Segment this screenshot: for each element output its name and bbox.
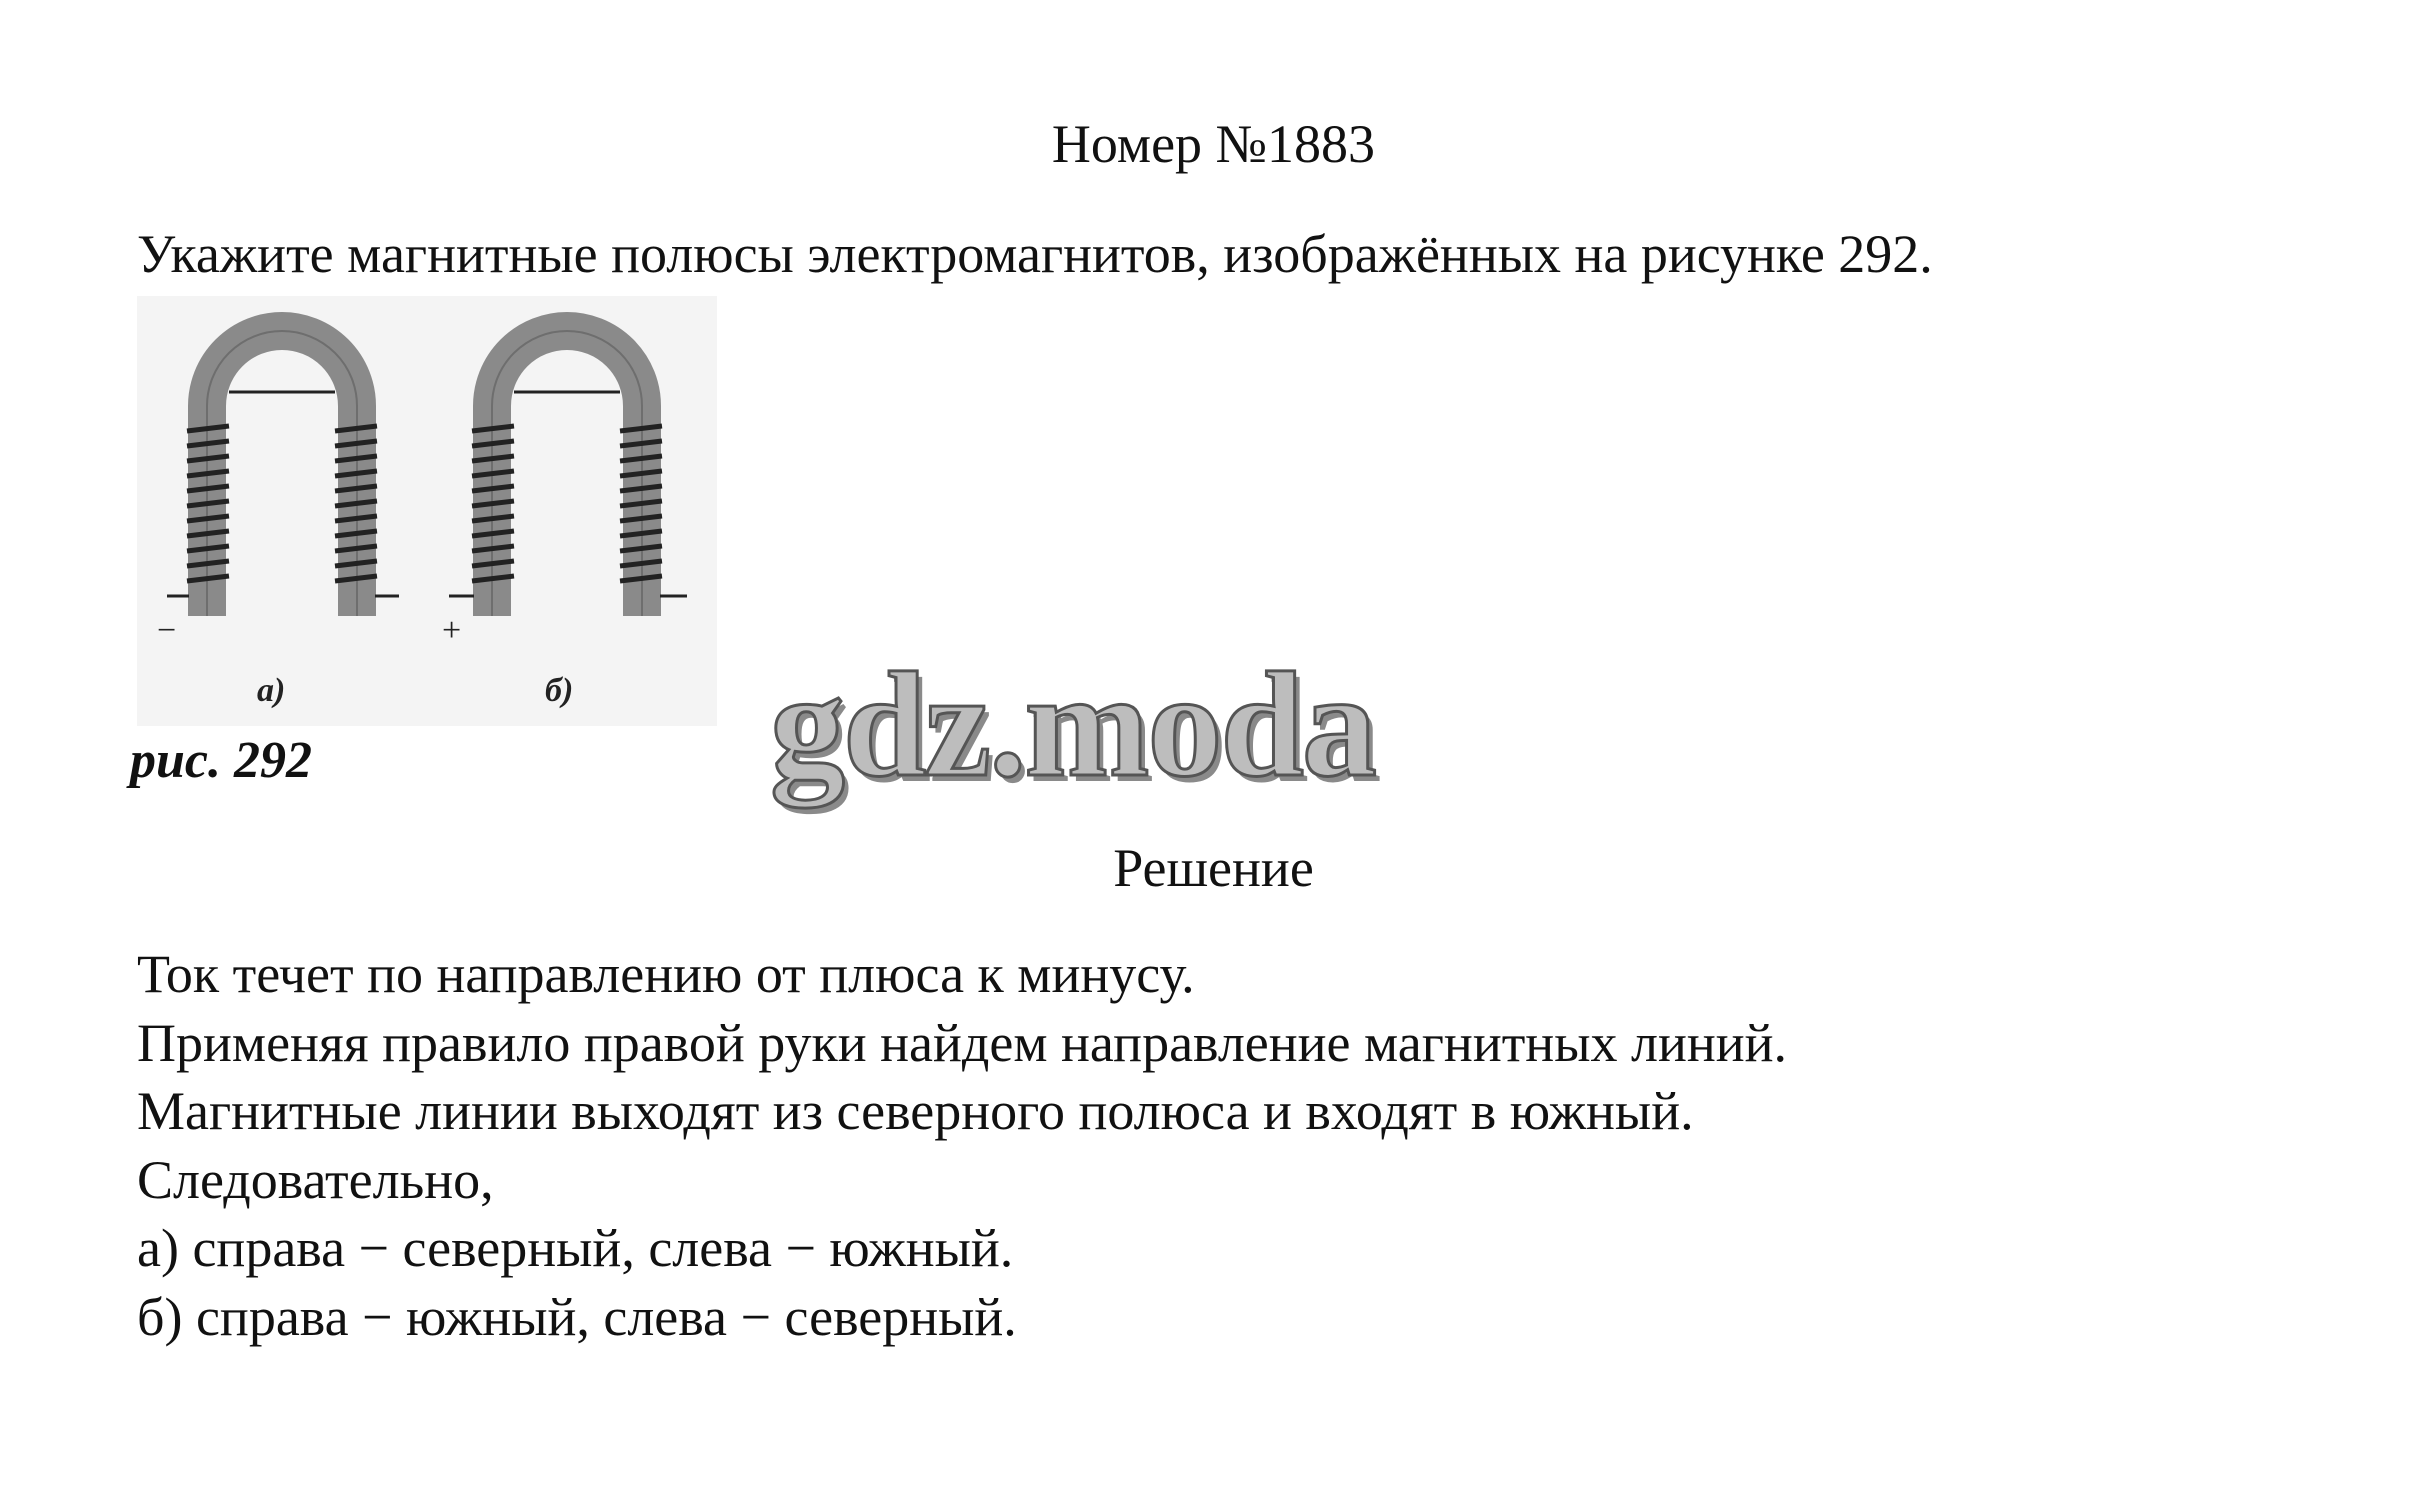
solution-line: Следовательно, xyxy=(137,1149,494,1210)
label-b: б) xyxy=(545,672,574,709)
label-a: а) xyxy=(257,672,286,709)
figure-292 xyxy=(137,296,717,726)
figure-caption: рис. 292 xyxy=(130,732,312,789)
electromagnets-illustration xyxy=(137,296,717,726)
sign-a-left: − xyxy=(157,612,177,649)
solution-heading: Решение xyxy=(1113,838,1314,898)
solution-line: Ток течет по направлению от плюса к минусу. xyxy=(137,944,1195,1004)
task-text: Укажите магнитные полюсы электромагнитов, изображённых на рисунке 292. xyxy=(137,224,1933,284)
watermark-logo: gdz.moda xyxy=(770,642,1375,808)
solution-line: б) справа − южный, слева − северный. xyxy=(137,1286,1017,1347)
solution-line: Применяя правило правой руки найдем направление магнитных линий. xyxy=(137,1012,1788,1073)
solution-text xyxy=(137,940,2337,1351)
solution-line: Магнитные линии выходят из северного полюса и входят в южный. xyxy=(137,1081,1694,1141)
solution-line: а) справа − северный, слева − южный. xyxy=(137,1218,1014,1278)
page-title: Номер №1883 xyxy=(1051,114,1376,174)
sign-b-left: + xyxy=(442,612,462,649)
